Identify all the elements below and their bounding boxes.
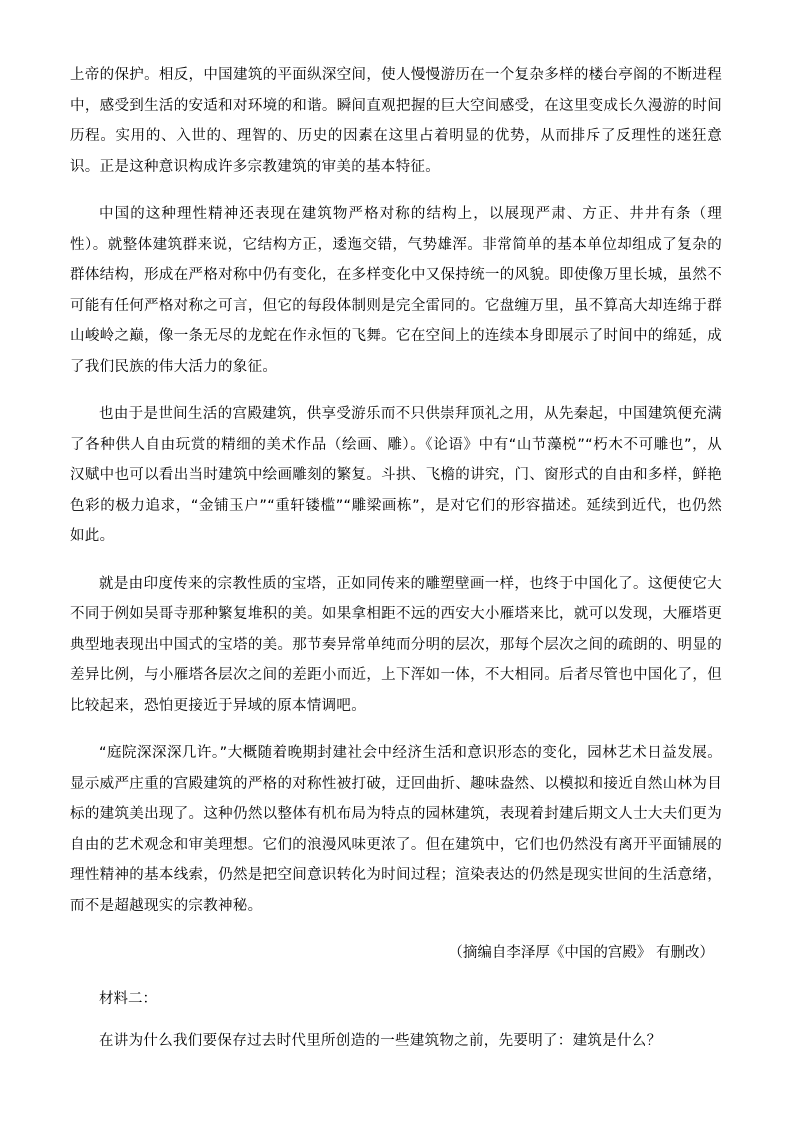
paragraph-5: “庭院深深深几许。”大概随着晚期封建社会中经济生活和意识形态的变化，园林艺术日益发展。显示威严庄重的宫殿建筑的严格的对称性被打破，迂回曲折、趣味盎然、以模拟和接近自然山林为目标的建筑美出现了。这种仍然以整体有机布局为特点的园林建筑，表现着封建后期文人士大夫们更为自由的艺术观念和审美理想。它们的浪漫风味更浓了。但在建筑中，它们也仍然没有离开平面铺展的理性精神的基本线索，仍然是把空间意识转化为时间过程；渲染表达的仍然是现实世间的生活意绪，而不是超越现实的宗教神秘。	[70, 745, 722, 914]
paragraph-4: 就是由印度传来的宗教性质的宝塔，正如同传来的雕塑壁画一样，也终于中国化了。这便使它大不同于例如吴哥寺那种繁复堆积的美。如果拿相距不远的西安大小雁塔来比，就可以发现，大雁塔更典型地表现出中国式的宝塔的美。那节奏异常单纯而分明的层次，那每个层次之间的疏朗的、明显的差异比例，与小雁塔各层次之间的差距小而近，上下浑如一体，不大相同。后者尽管也中国化了，但比较起来，恐怕更接近于异域的原本情调吧。	[70, 575, 722, 714]
paragraph-material-two: 在讲为什么我们要保存过去时代里所创造的一些建筑物之前，先要明了：建筑是什么？	[99, 1033, 662, 1049]
material-two-label: 材料二：	[99, 991, 157, 1007]
document-page	[70, 60, 722, 1074]
paragraph-1: 上帝的保护。相反，中国建筑的平面纵深空间，使人慢慢游历在一个复杂多样的楼台亭阁的不断进程中，感受到生活的安适和对环境的和谐。瞬间直观把握的巨大空间感受，在这里变成长久漫游的时间历程。实用的、入世的、理智的、历史的因素在这里占着明显的优势，从而排斥了反理性的迷狂意识。正是这种意识构成许多宗教建筑的审美的基本特征。	[70, 67, 722, 175]
paragraph-3: 也由于是世间生活的宫殿建筑，供享受游乐而不只供崇拜顶礼之用，从先秦起，中国建筑便充满了各种供人自由玩赏的精细的美术作品（绘画、雕）。《论语》中有“山节藻棁”“朽木不可雕也”，从汉赋中也可以看出当时建筑中绘画雕刻的繁复。斗拱、飞檐的讲究，门、窗形式的自由和多样，鲜艳色彩的极力追求，“金铺玉户”“重轩镂槛”“雕梁画栋”，是对它们的形容描述。延续到近代，也仍然如此。	[70, 406, 722, 544]
source-citation: （摘编自李泽厚《中国的宫殿》 有删改）	[448, 945, 714, 961]
paragraph-2: 中国的这种理性精神还表现在建筑物严格对称的结构上，以展现严肃、方正、井井有条（理性）。就整体建筑群来说，它结构方正，逶迤交错，气势雄浑。非常简单的基本单位却组成了复杂的群体结构，形成在严格对称中仍有变化，在多样变化中又保持统一的风貌。即使像万里长城，虽然不可能有任何严格对称之可言，但它的每段体制则是完全雷同的。它盘缠万里，虽不算高大却连绵于群山峻岭之巅，像一条无尽的龙蛇在作永恒的飞舞。它在空间上的连续本身即展示了时间中的绵延，成了我们民族的伟大活力的象征。	[70, 206, 722, 375]
